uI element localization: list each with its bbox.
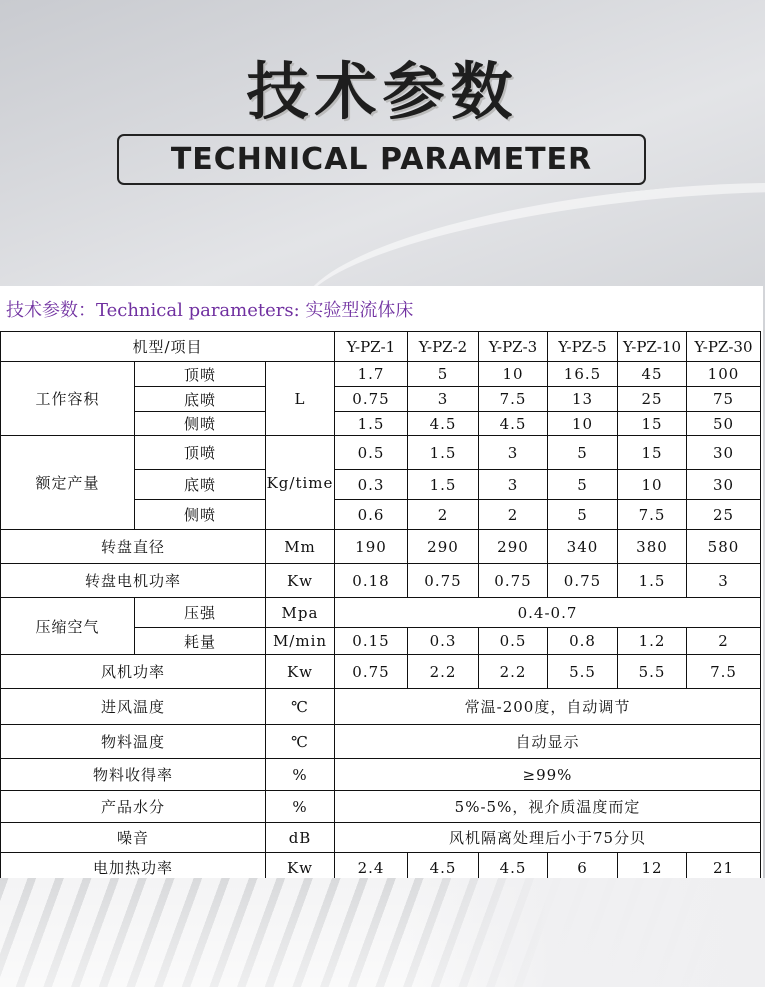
value-cell: 2	[687, 628, 761, 655]
value-cell: 380	[618, 530, 687, 564]
model-header: Y-PZ-1	[335, 332, 408, 362]
value-cell: 5.5	[618, 655, 687, 689]
value-cell: 2.2	[408, 655, 479, 689]
table-row	[1, 655, 761, 689]
value-cell: 0.18	[335, 564, 408, 598]
unit-cell: L	[266, 362, 335, 436]
spec-table	[0, 331, 761, 883]
value-cell: 5	[548, 436, 618, 470]
value-cell: 1.5	[618, 564, 687, 598]
value-cell: 0.5	[479, 628, 548, 655]
sub-label: 底喷	[135, 387, 266, 412]
unit-cell: M/min	[266, 628, 335, 655]
table-caption: 技术参数：Technical parameters: 实验型流体床	[6, 300, 414, 321]
value-cell: 25	[687, 500, 761, 530]
value-cell: 10	[548, 412, 618, 436]
table-row	[1, 689, 761, 725]
value-cell: 5.5	[548, 655, 618, 689]
merged-value-cell: 风机隔离处理后小于75分贝	[335, 823, 761, 853]
unit-cell: Kw	[266, 655, 335, 689]
unit-cell: Mm	[266, 530, 335, 564]
row-label: 物料收得率	[1, 759, 266, 791]
merged-value-cell: 5%-5%，视介质温度而定	[335, 791, 761, 823]
value-cell: 2.2	[479, 655, 548, 689]
value-cell: 290	[408, 530, 479, 564]
value-cell: 75	[687, 387, 761, 412]
value-cell: 10	[479, 362, 548, 387]
value-cell: 15	[618, 412, 687, 436]
table-row	[1, 725, 761, 759]
value-cell: 30	[687, 436, 761, 470]
value-cell: 21	[687, 853, 761, 883]
value-cell: 4.5	[479, 412, 548, 436]
value-cell: 6	[548, 853, 618, 883]
unit-cell: Kw	[266, 853, 335, 883]
value-cell: 0.6	[335, 500, 408, 530]
value-cell: 2.4	[335, 853, 408, 883]
value-cell: 290	[479, 530, 548, 564]
value-cell: 7.5	[687, 655, 761, 689]
value-cell: 1.7	[335, 362, 408, 387]
value-cell: 0.75	[548, 564, 618, 598]
page-title: 技术参数	[246, 55, 519, 128]
value-cell: 1.2	[618, 628, 687, 655]
value-cell: 1.5	[335, 412, 408, 436]
model-header: Y-PZ-2	[408, 332, 479, 362]
table-row	[1, 791, 761, 823]
value-cell: 13	[548, 387, 618, 412]
value-cell: 50	[687, 412, 761, 436]
unit-cell: Mpa	[266, 598, 335, 628]
value-cell: 0.3	[335, 470, 408, 500]
air-label: 压缩空气	[1, 598, 135, 655]
value-cell: 3	[479, 436, 548, 470]
merged-value-cell: 0.4-0.7	[335, 598, 761, 628]
unit-cell: Kw	[266, 564, 335, 598]
value-cell: 25	[618, 387, 687, 412]
sub-label: 耗量	[135, 628, 266, 655]
model-header: Y-PZ-10	[618, 332, 687, 362]
output-label: 额定产量	[1, 436, 135, 530]
background-stripes	[0, 878, 765, 987]
model-header: Y-PZ-3	[479, 332, 548, 362]
value-cell: 5	[548, 500, 618, 530]
sub-label: 压强	[135, 598, 266, 628]
merged-value-cell: ≥99%	[335, 759, 761, 791]
model-header: Y-PZ-5	[548, 332, 618, 362]
value-cell: 30	[687, 470, 761, 500]
value-cell: 12	[618, 853, 687, 883]
value-cell: 3	[687, 564, 761, 598]
value-cell: 0.75	[408, 564, 479, 598]
value-cell: 5	[408, 362, 479, 387]
table-row	[1, 530, 761, 564]
sub-label: 顶喷	[135, 362, 266, 387]
value-cell: 0.15	[335, 628, 408, 655]
row-label: 进风温度	[1, 689, 266, 725]
sub-label: 侧喷	[135, 412, 266, 436]
table-row	[1, 823, 761, 853]
table-row	[1, 598, 761, 628]
unit-cell: %	[266, 791, 335, 823]
table-row	[1, 332, 761, 362]
row-label: 转盘直径	[1, 530, 266, 564]
sub-label: 顶喷	[135, 436, 266, 470]
page-subtitle: TECHNICAL PARAMETER	[170, 142, 593, 177]
row-label: 风机功率	[1, 655, 266, 689]
value-cell: 16.5	[548, 362, 618, 387]
row-label: 电加热功率	[1, 853, 266, 883]
value-cell: 0.5	[335, 436, 408, 470]
row-label: 转盘电机功率	[1, 564, 266, 598]
table-row	[1, 362, 761, 387]
unit-cell: Kg/time	[266, 436, 335, 530]
value-cell: 3	[479, 470, 548, 500]
value-cell: 0.75	[335, 387, 408, 412]
value-cell: 1.5	[408, 436, 479, 470]
subtitle-box	[117, 134, 646, 185]
unit-cell: ℃	[266, 689, 335, 725]
value-cell: 190	[335, 530, 408, 564]
merged-value-cell: 自动显示	[335, 725, 761, 759]
value-cell: 3	[408, 387, 479, 412]
value-cell: 100	[687, 362, 761, 387]
sub-label: 底喷	[135, 470, 266, 500]
unit-cell: %	[266, 759, 335, 791]
row-label: 物料温度	[1, 725, 266, 759]
value-cell: 10	[618, 470, 687, 500]
value-cell: 7.5	[618, 500, 687, 530]
value-cell: 4.5	[479, 853, 548, 883]
unit-cell: ℃	[266, 725, 335, 759]
value-cell: 15	[618, 436, 687, 470]
value-cell: 340	[548, 530, 618, 564]
sub-label: 侧喷	[135, 500, 266, 530]
merged-value-cell: 常温-200度，自动调节	[335, 689, 761, 725]
table-row	[1, 436, 761, 470]
table-row	[1, 564, 761, 598]
value-cell: 2	[479, 500, 548, 530]
table-row	[1, 759, 761, 791]
capacity-label: 工作容积	[1, 362, 135, 436]
value-cell: 4.5	[408, 853, 479, 883]
value-cell: 0.75	[335, 655, 408, 689]
value-cell: 4.5	[408, 412, 479, 436]
value-cell: 45	[618, 362, 687, 387]
row-label: 噪音	[1, 823, 266, 853]
value-cell: 0.75	[479, 564, 548, 598]
value-cell: 7.5	[479, 387, 548, 412]
header-corner-cell: 机型/项目	[1, 332, 335, 362]
model-header: Y-PZ-30	[687, 332, 761, 362]
value-cell: 5	[548, 470, 618, 500]
unit-cell: dB	[266, 823, 335, 853]
value-cell: 1.5	[408, 470, 479, 500]
value-cell: 0.3	[408, 628, 479, 655]
value-cell: 0.8	[548, 628, 618, 655]
value-cell: 580	[687, 530, 761, 564]
value-cell: 2	[408, 500, 479, 530]
row-label: 产品水分	[1, 791, 266, 823]
